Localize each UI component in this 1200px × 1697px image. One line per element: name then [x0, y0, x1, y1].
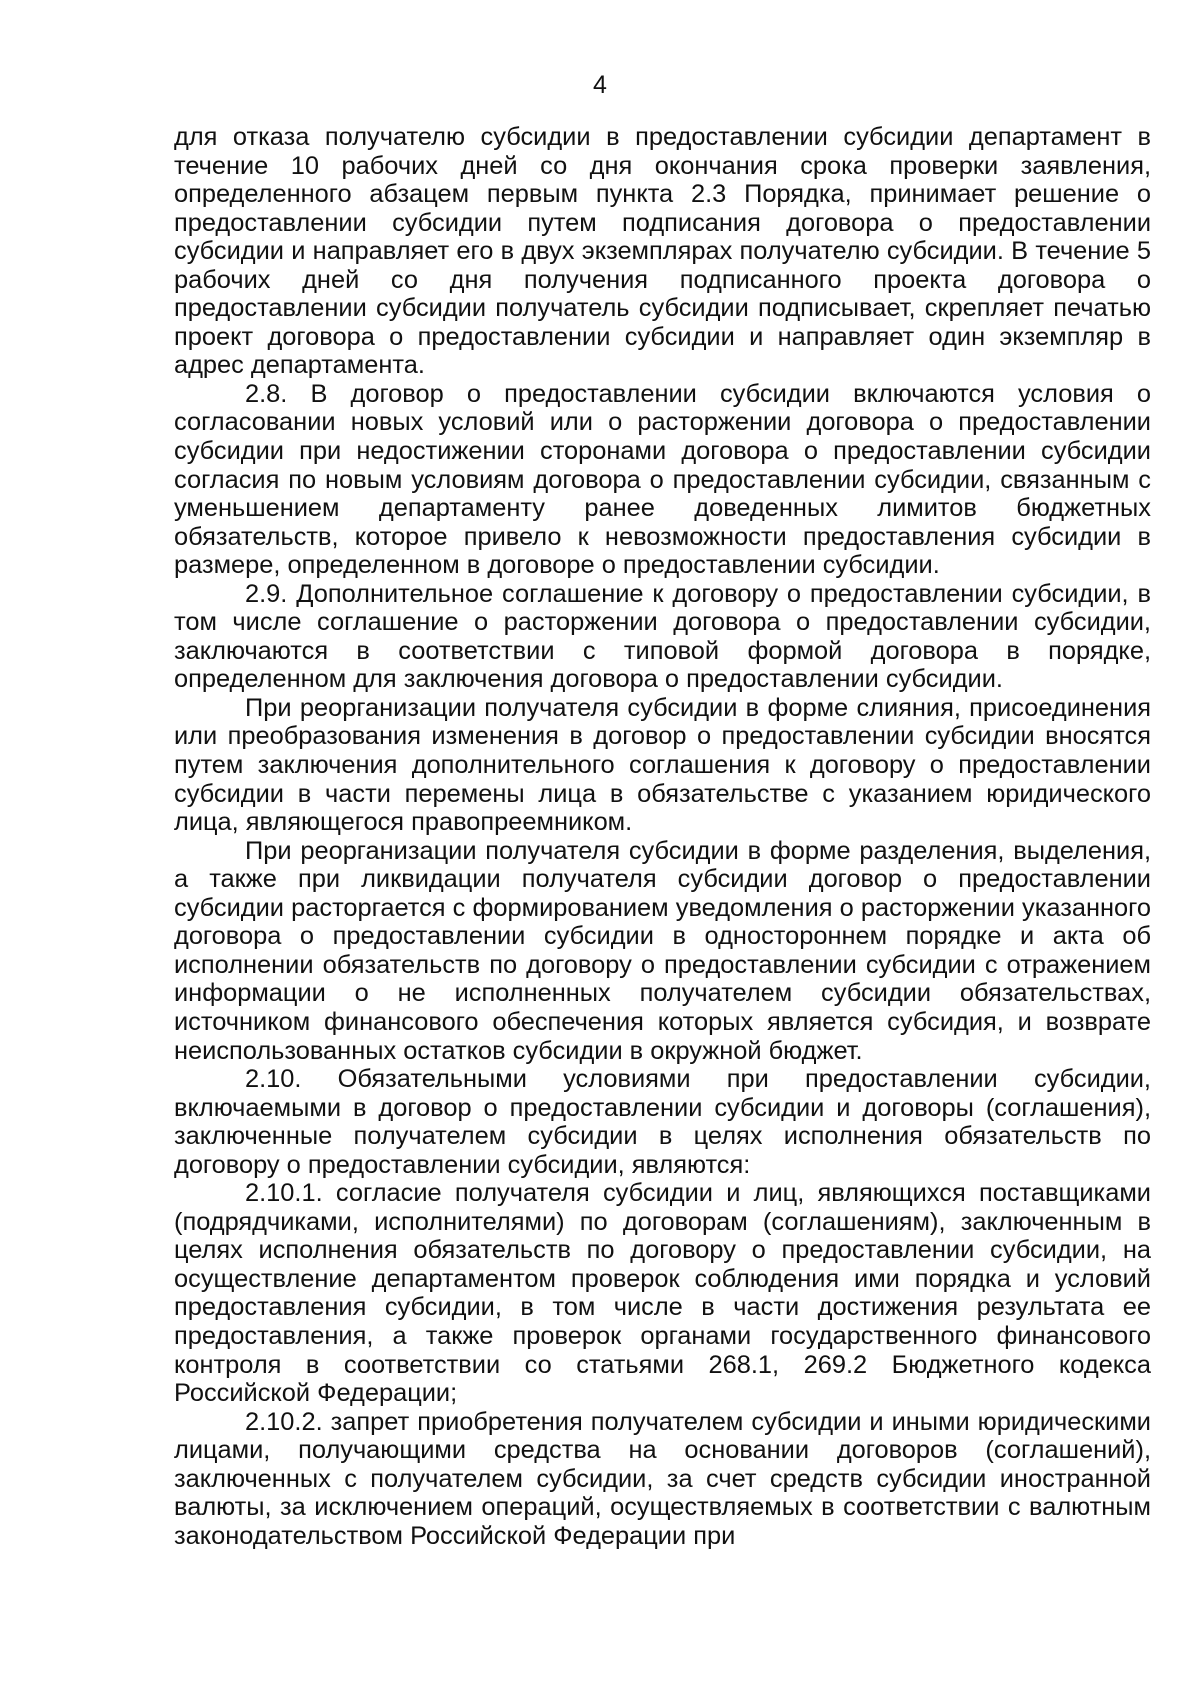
paragraph-2-9-merger: При реорганизации получателя субсидии в форме слияния, присоединения или преобразования изменения в договор о предоставлении субсидии вносятся путем заключения дополнительного соглашения к договору о предоставлении субсидии в части перемены лица в обязательстве с указанием юридического лица, являющегося правопреемником. [174, 693, 1151, 837]
paragraph-continuation: для отказа получателю субсидии в предоставлении субсидии департамент в течение 10 рабочих дней со дня окончания срока проверки заявления, определенного абзацем первым пункта 2.3 Порядка, принимает решение о предоставлении субсидии путем подписания договора о предоставлении субсидии и направляет его в двух экземплярах получателю субсидии. В течение 5 рабочих дней со дня получения подписанного проекта договора о предоставлении субсидии получатель субсидии подписывает, скрепляет печатью проект договора о предоставлении субсидии и направляет один экземпляр в адрес департамента. [174, 123, 1151, 380]
document-body [174, 123, 1151, 1550]
paragraph-2-8: 2.8. В договор о предоставлении субсидии включаются условия о согласовании новых условий или о расторжении договора о предоставлении субсидии при недостижении сторонами договора о предоставлении субсидии согласия по новым условиям договора о предоставлении субсидии, связанным с уменьшением департаменту ранее доведенных лимитов бюджетных обязательств, которое привело к невозможности предоставления субсидии в размере, определенном в договоре о предоставлении субсидии. [174, 379, 1151, 580]
paragraph-2-10-2: 2.10.2. запрет приобретения получателем субсидии и иными юридическими лицами, получающими средства на основании договоров (соглашений), заключенных с получателем субсидии, за счет средств субсидии иностранной валюты, за исключением операций, осуществляемых в соответствии с валютным законодательством Российской Федерации при [174, 1407, 1151, 1550]
paragraph-2-9: 2.9. Дополнительное соглашение к договору о предоставлении субсидии, в том числе соглашение о расторжении договора о предоставлении субсидии, заключаются в соответствии с типовой формой договора в порядке, определенном для заключения договора о предоставлении субсидии. [174, 579, 1151, 694]
paragraph-2-9-division: При реорганизации получателя субсидии в форме разделения, выделения, а также при ликвидации получателя субсидии договор о предоставлении субсидии расторгается с формированием уведомления о расторжении указанного договора о предоставлении субсидии в одностороннем порядке и акта об исполнении обязательств по договору о предоставлении субсидии с отражением информации о не исполненных получателем субсидии обязательствах, источником финансового обеспечения которых является субсидия, и возврате неиспользованных остатков субсидии в окружной бюджет. [174, 836, 1151, 1065]
page-number: 4 [593, 71, 607, 99]
paragraph-2-10-1: 2.10.1. согласие получателя субсидии и лиц, являющихся поставщиками (подрядчиками, исполнителями) по договорам (соглашениям), заключенным в целях исполнения обязательств по договору о предоставлении субсидии, на осуществление департаментом проверок соблюдения ими порядка и условий предоставления субсидии, в том числе в части достижения результата ее предоставления, а также проверок органами государственного финансового контроля в соответствии со статьями 268.1, 269.2 Бюджетного кодекса Российской Федерации; [174, 1179, 1151, 1408]
paragraph-2-10: 2.10. Обязательными условиями при предоставлении субсидии, включаемыми в договор о предоставлении субсидии и договоры (соглашения), заключенные получателем субсидии в целях исполнения обязательств по договору о предоставлении субсидии, являются: [174, 1065, 1151, 1179]
